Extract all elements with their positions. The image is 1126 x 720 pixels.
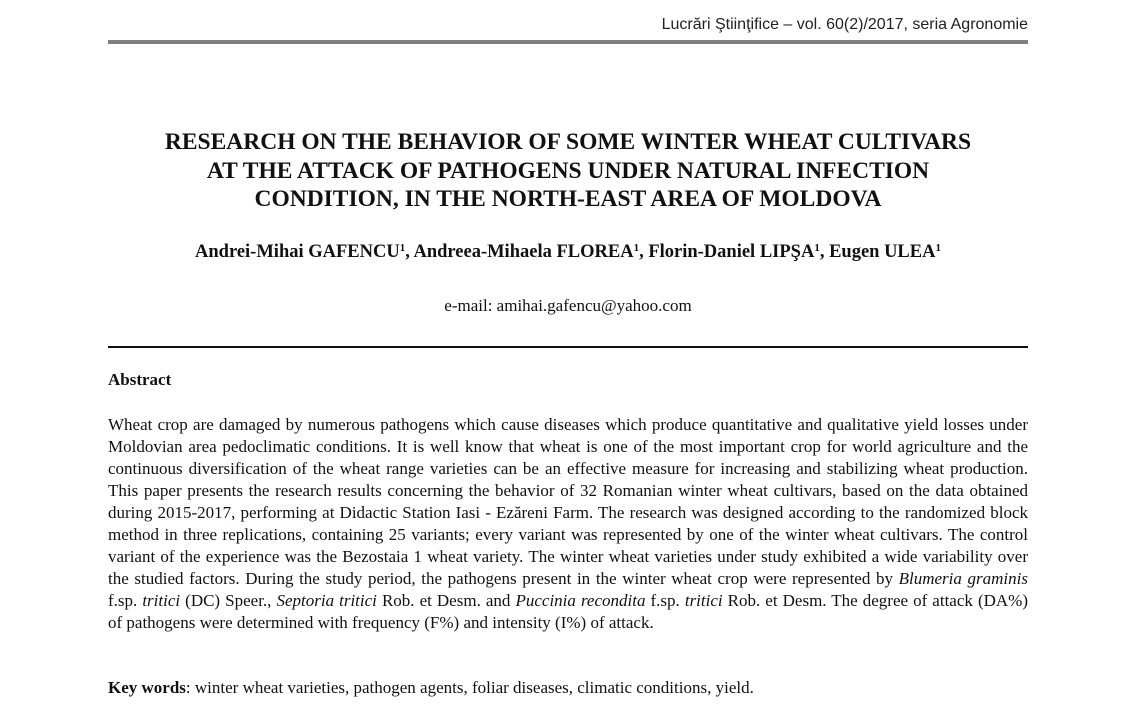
abstract-segment: Rob. et Desm. and [376, 591, 516, 610]
species-name: Blumeria graminis [898, 569, 1028, 588]
abstract-segment: (DC) Speer., [180, 591, 277, 610]
species-name: tritici [684, 591, 723, 610]
header-rule [108, 40, 1028, 44]
paper-title [108, 128, 1028, 214]
abstract-segment: Wheat crop are damaged by numerous pathogens which cause diseases which produce quantitative and qualitative yield losses under Moldovian area pedoclimatic conditions. It is well know that wheat is one of the most important crop for world agriculture and the continuous diversification of the wheat range varieties can be an effective measure for increasing and stabilizing wheat production. This paper presents the research results concerning the behavior of 32 Romanian winter wheat cultivars, based on the data obtained during 2015-2017, performing at Didactic Station Iasi - Ezăreni Farm. The research was designed according to the randomized block method in three replications, containing 25 variants; every variant was represented by one of the winter wheat cultivars. The control variant of the experience was the Bezostaia 1 wheat variety. The winter wheat varieties under study exhibited a wide variability over the studied factors. During the study period, the pathogens present in the winter wheat crop were represented by [108, 415, 1028, 588]
species-name: Puccinia recondita [515, 591, 646, 610]
author-list [108, 242, 1028, 263]
section-rule [108, 346, 1028, 348]
title-line: RESEARCH ON THE BEHAVIOR OF SOME WINTER WHEAT CULTIVARS [164, 129, 972, 155]
journal-header: Lucrări Ştiinţifice – vol. 60(2)/2017, seria Agronomie [661, 16, 1028, 33]
author-separator: , [405, 242, 414, 262]
title-line: CONDITION, IN THE NORTH-EAST AREA OF MOLDOVA [254, 186, 882, 212]
affiliation-mark: 1 [633, 242, 640, 254]
species-name: tritici [142, 591, 181, 610]
abstract-segment: f.sp. [108, 591, 143, 610]
abstract-heading: Abstract [108, 370, 172, 389]
species-name: Septoria tritici [276, 591, 377, 610]
keywords-text: : winter wheat varieties, pathogen agents, foliar diseases, climatic conditions, yield. [185, 678, 754, 697]
author-separator: , [639, 242, 649, 262]
abstract-segment: f.sp. [645, 591, 685, 610]
abstract-segment: Rob. et Desm. The degree of attack (DA%) of pathogens were determined with frequency (F%) and intensity (I%) of attack. [108, 591, 1028, 632]
affiliation-mark: 1 [935, 242, 941, 254]
author-name: Eugen ULEA [829, 242, 936, 262]
title-line: AT THE ATTACK OF PATHOGENS UNDER NATURAL INFECTION [206, 157, 930, 184]
keywords-label: Key words [108, 678, 186, 697]
contact-email: e-mail: amihai.gafencu@yahoo.com [444, 296, 692, 315]
author-separator: , [819, 242, 830, 262]
affiliation-mark: 1 [399, 242, 406, 254]
affiliation-mark: 1 [814, 242, 820, 254]
author-name: Florin-Daniel LIPŞA [648, 242, 815, 262]
keywords [108, 678, 1028, 698]
author-name: Andreea-Mihaela FLOREA [413, 242, 634, 262]
author-name: Andrei-Mihai GAFENCU [195, 242, 400, 262]
abstract-text [108, 414, 1028, 634]
